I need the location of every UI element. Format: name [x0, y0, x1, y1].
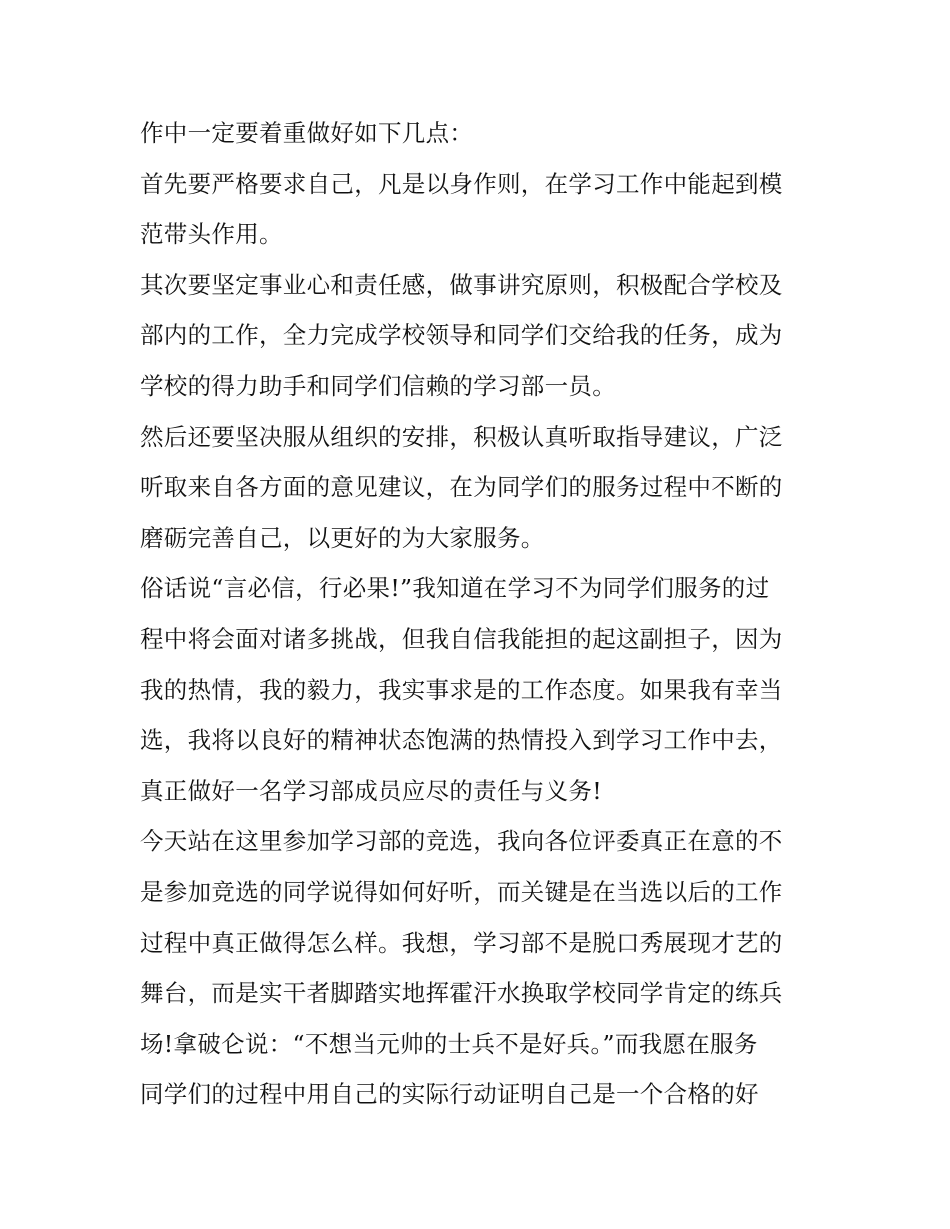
text-line: 听取来自各方面的意见建议，在为同学们的服务过程中不断的	[140, 473, 783, 502]
text-line: 我的热情，我的毅力，我实事求是的工作态度。如果我有幸当	[140, 675, 783, 704]
text-line: 然后还要坚决服从组织的安排，积极认真听取指导建议，广泛	[140, 422, 783, 451]
text-line: 舞台，而是实干者脚踏实地挥霍汗水换取学校同学肯定的练兵	[140, 979, 783, 1008]
text-line: 作中一定要着重做好如下几点：	[140, 119, 474, 147]
text-line: 部内的工作，全力完成学校领导和同学们交给我的任务，成为	[140, 321, 783, 350]
text-line: 学校的得力助手和同学们信赖的学习部一员。	[140, 371, 616, 400]
text-line: 是参加竞选的同学说得如何好听，而关键是在当选以后的工作	[140, 877, 783, 906]
text-line: 磨砺完善自己，以更好的为大家服务。	[140, 523, 545, 552]
text-line: 选，我将以良好的精神状态饱满的热情投入到学习工作中去，	[140, 726, 783, 755]
text-line: 过程中真正做得怎么样。我想，学习部不是脱口秀展现才艺的	[140, 928, 783, 957]
text-line: 今天站在这里参加学习部的竞选，我向各位评委真正在意的不	[140, 827, 783, 856]
text-line: 真正做好一名学习部成员应尽的责任与义务!	[140, 776, 602, 805]
document-page	[140, 108, 820, 1120]
text-line: 场!拿破仑说：“不想当元帅的士兵不是好兵。”而我愿在服务	[140, 1029, 758, 1058]
text-line: 首先要严格要求自己，凡是以身作则，在学习工作中能起到模	[140, 169, 783, 198]
text-line: 同学们的过程中用自己的实际行动证明自己是一个合格的好	[140, 1080, 759, 1109]
text-line: 程中将会面对诸多挑战，但我自信我能担的起这副担子，因为	[140, 624, 783, 653]
text-line: 其次要坚定事业心和责任感，做事讲究原则，积极配合学校及	[140, 270, 783, 299]
text-line: 俗话说“言必信，行必果!”我知道在学习不为同学们服务的过	[140, 574, 770, 603]
text-line: 范带头作用。	[140, 220, 283, 249]
